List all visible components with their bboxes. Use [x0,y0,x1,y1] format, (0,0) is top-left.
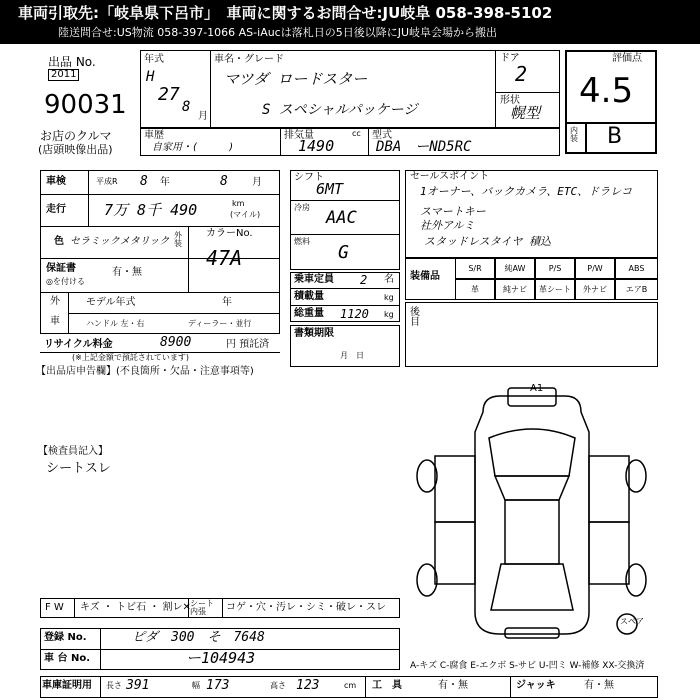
nenshiki-unit: 月 [198,111,208,122]
sales-point-line-3: 社外アルミ [420,219,475,232]
warranty-sub: ◎を付ける [46,277,85,286]
tools-label: 工 具 [372,680,402,691]
ac-value: AAC [326,208,357,228]
capacity-value: 2 [360,273,368,287]
left-front-wheel [417,460,437,492]
shaken-m-unit: 月 [252,177,262,188]
store-car-sub: (店頭映像出品) [38,143,113,156]
fw-items: キズ ・ トビ石 ・ 割レ✕ [80,602,191,613]
diagram-a1: A1 [530,383,544,394]
sales-point-label: セールスポイント [410,171,490,182]
inspector-label: 【検査員記入】 [38,446,108,457]
equip-airbag: エアB [615,279,658,300]
model-label: 車名・グレード [214,54,284,65]
doors-label: ドア [500,53,520,64]
sales-point-line-4: スタッドレスタイヤ 積込 [424,235,552,248]
notes-label: 【出品店申告欄】(不良箇所・欠品・注意事項等) [36,366,254,377]
chassis-value: ー104943 [186,649,256,667]
import-handle: ハンドル 左・右 [86,319,145,328]
ac-label: 冷房 [294,203,310,212]
equipment-label: 装備品 [410,271,440,282]
displacement-value: 1490 [298,137,335,155]
weight-value: 1120 [340,307,369,321]
inspector-value: シートスレ [46,461,111,476]
warranty-label: 保証書 [46,263,76,274]
shaken-label: 車検 [46,176,66,187]
color-no: 47A [206,246,243,270]
equip-oem-navi: 純ナビ [495,279,535,300]
lot-label: 出品 No. [48,55,96,69]
shaken-year: 8 [140,174,148,189]
left-rear-wheel [417,564,437,596]
recycle-label: リサイクル料金 [44,339,113,350]
sales-point-line-2: スマートキー [420,205,486,218]
equip-abs: ABS [615,258,658,279]
equip-aftermarket-navi: 外ナビ [575,279,615,300]
tools-value: 有・無 [438,680,468,691]
trunk [491,564,573,610]
lot-box [38,52,132,127]
cert-length: 391 [126,678,150,693]
lot-year-tag: 2011 [48,69,79,81]
color-label: 色 [54,236,64,247]
fuel-value: G [338,242,349,263]
cabin [505,500,559,564]
capacity-unit: 名 [384,274,394,285]
fuel-label: 燃料 [294,237,310,246]
sales-point-line-1: 1オーナー、バックカメラ、ETC、ドラレコ [420,185,633,198]
nenshiki-month: 8 [182,99,191,115]
equip-alloy-wheel: 純AW [495,258,535,279]
docs-unit: 月 日 [340,351,364,360]
seat-label: シート 内張 [190,599,214,616]
shift-label: シフト [294,172,324,183]
color-no-label: カラーNo. [206,228,253,239]
mileage-unit-mile: (マイル) [230,210,261,219]
import-label-1: 外 [50,296,60,307]
shaken-month: 8 [220,174,228,189]
recycle-value: 8900 [160,335,192,350]
equip-power-window: P/W [575,258,615,279]
displacement-unit: cc [352,129,361,138]
shaken-era: 平成R [96,177,118,186]
car-diagram [405,372,658,657]
right-front-door [589,456,629,522]
recycle-unit: 円 預託済 [226,339,270,350]
cert-length-label: 長さ [106,681,122,690]
jack-label: ジャッキ [516,680,556,691]
store-car-title: お店のクルマ [40,129,112,143]
mileage-label: 走行 [46,204,66,215]
doors-value: 2 [515,62,528,86]
reg-value: ピダ 300 そ 7648 [132,630,265,645]
warranty-value: 有・無 [112,267,142,278]
import-dealer: ディーラー・並行 [188,319,252,328]
load-unit: kg [384,293,394,302]
model-name: マツダ ロードスター [224,70,368,88]
car-body-outline [475,396,589,634]
katashiki-value: DBA ーND5RC [376,139,472,155]
right-rear-door [589,522,629,584]
rear-bumper [505,628,559,638]
displacement-label: 排気量 [284,130,314,141]
capacity-label: 乗車定員 [294,274,334,285]
form-value: 幌型 [510,104,541,122]
rear-label: 後目 [410,307,420,328]
header-bar [0,0,700,44]
windshield [495,476,569,500]
load-label: 積載量 [294,291,324,302]
left-rear-door [435,522,475,584]
shaken-y-unit: 年 [160,177,170,188]
rating-label: 評価点 [612,53,642,64]
equip-leather-seat: 革シート [535,279,575,300]
equip-power-steering: P/S [535,258,575,279]
cert-height: 123 [296,678,320,693]
weight-unit: kg [384,310,394,319]
diagram-spare: スペア [620,617,644,626]
import-year-unit: 年 [222,297,232,308]
nenshiki-year: 27 [158,84,180,105]
lot-number: 90031 [44,90,127,120]
import-model-year: モデル年式 [86,297,136,308]
header-line1: 車両引取先:「岐阜県下呂市」 車両に関するお問合せ:JU岐阜 058-398-5102 [18,4,553,22]
katashiki-label: 型式 [372,130,392,141]
history-value: 自家用・( ) [152,142,235,153]
docs-label: 書類期限 [294,328,334,339]
reg-label: 登録 No. [44,632,87,643]
model-grade: S スペシャルパッケージ [262,102,418,118]
seat-items: コゲ・穴・汚レ・シミ・破レ・スレ [226,602,386,613]
color-side: 外装 [174,231,182,248]
interior-label: 内装 [570,126,578,143]
shift-value: 6MT [316,180,344,198]
cert-unit: cm [344,681,357,690]
equip-sr: S/R [455,258,495,279]
cert-height-label: 高さ [270,681,286,690]
form-label: 形状 [500,95,520,106]
jack-value: 有・無 [584,680,614,691]
history-label: 車歴 [144,130,164,141]
cert-width: 173 [206,678,230,693]
mileage-unit-km: km [232,199,245,208]
damage-legend: A-キズ C-腐食 E-エクボ S-サビ U-凹ミ W-補修 XX-交換済 [410,661,645,671]
rear-box [405,302,658,367]
cert-width-label: 幅 [192,681,200,690]
import-label-2: 車 [50,316,60,327]
interior-grade: B [607,124,623,149]
cert-label: 車庫証明用 [42,680,92,691]
left-front-door [435,456,475,522]
header-line2: 陸送問合せ:US物流 058-397-1066 AS-iAucは落札日の5日後以降にJU岐阜会場から搬出 [58,26,498,39]
rating-score: 4.5 [579,71,634,111]
fw-label: F W [45,602,64,613]
equip-leather: 革 [455,279,495,300]
color-value: セラミックメタリック [70,236,170,247]
mileage-value: 7万 8千 490 [104,201,198,219]
nenshiki-label: 年式 [144,54,164,65]
hood [489,429,575,476]
recycle-sub: (※上記金額で預託されています) [72,353,189,362]
chassis-label: 車 台 No. [44,653,91,664]
nenshiki-era: H [146,69,155,85]
weight-label: 総重量 [294,308,324,319]
